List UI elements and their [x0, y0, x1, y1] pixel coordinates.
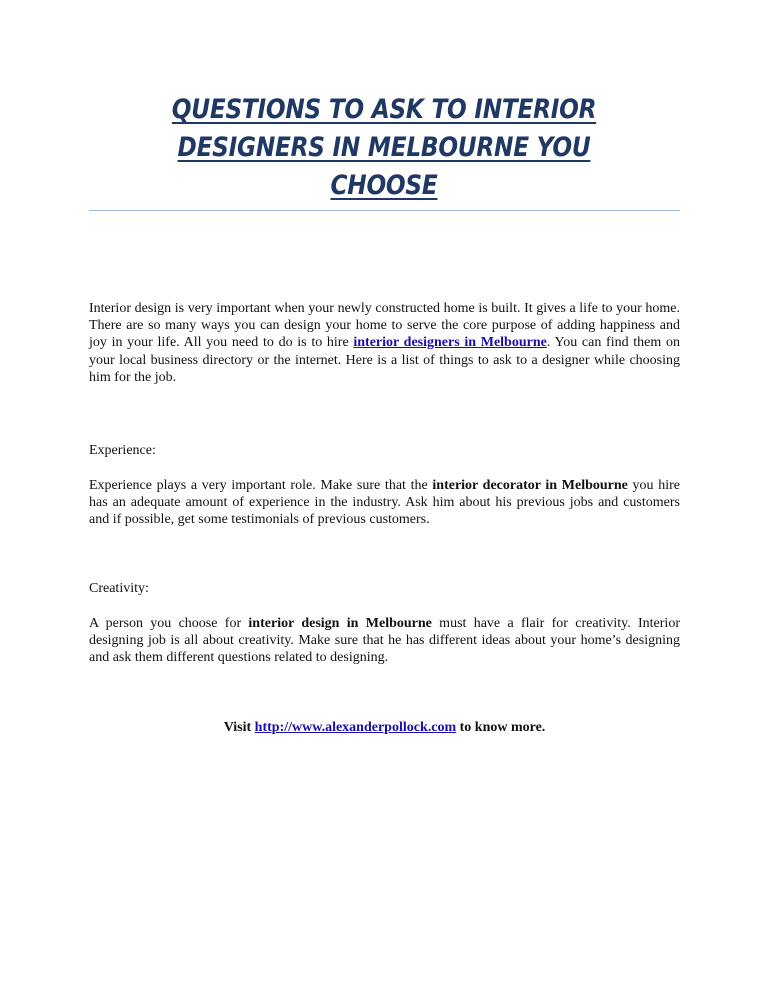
website-link[interactable]: http://www.alexanderpollock.com	[254, 720, 457, 735]
experience-heading: Experience:	[89, 443, 156, 458]
title-line-2: DESIGNERS IN MELBOURNE YOU	[177, 132, 591, 163]
creativity-keyword: interior design in Melbourne	[248, 616, 432, 631]
document-title	[148, 91, 619, 205]
visit-suffix: to know more.	[456, 720, 546, 735]
interior-designers-link[interactable]: interior designers in Melbourne	[353, 335, 547, 351]
creativity-paragraph	[89, 615, 680, 667]
creativity-text-after: must have a flair for creativity. Interior designing job is all about creativity. Make sure that he has different ideas about your home’s designing and ask them different questions related to designing.	[89, 616, 680, 666]
visit-prefix: Visit	[223, 720, 255, 735]
creativity-text-before: A person you choose for	[89, 616, 249, 631]
visit-line	[89, 719, 680, 736]
experience-text-after: you hire has an adequate amount of experience in the industry. Ask him about his previous jobs and customers and if possible, get some testimonials of previous customers.	[89, 478, 680, 528]
intro-text-before: Interior design is very important when your newly constructed home is built. It gives a life to your home. There are so many ways you can design your home to serve the core purpose of adding happiness and joy in your life. All you need to do is to hire	[89, 301, 680, 351]
intro-text-after: . You can find them on your local business directory or the internet. Here is a list of things to ask to a designer while choosing him for the job.	[89, 335, 680, 385]
creativity-heading: Creativity:	[89, 581, 149, 596]
intro-paragraph	[89, 300, 680, 386]
title-divider	[89, 210, 680, 211]
title-line-1: QUESTIONS TO ASK TO INTERIOR	[171, 94, 597, 125]
title-line-3: CHOOSE	[330, 170, 438, 201]
experience-text-before: Experience plays a very important role. Make sure that the	[89, 478, 433, 493]
experience-keyword: interior decorator in Melbourne	[432, 478, 628, 493]
experience-paragraph	[89, 477, 680, 529]
